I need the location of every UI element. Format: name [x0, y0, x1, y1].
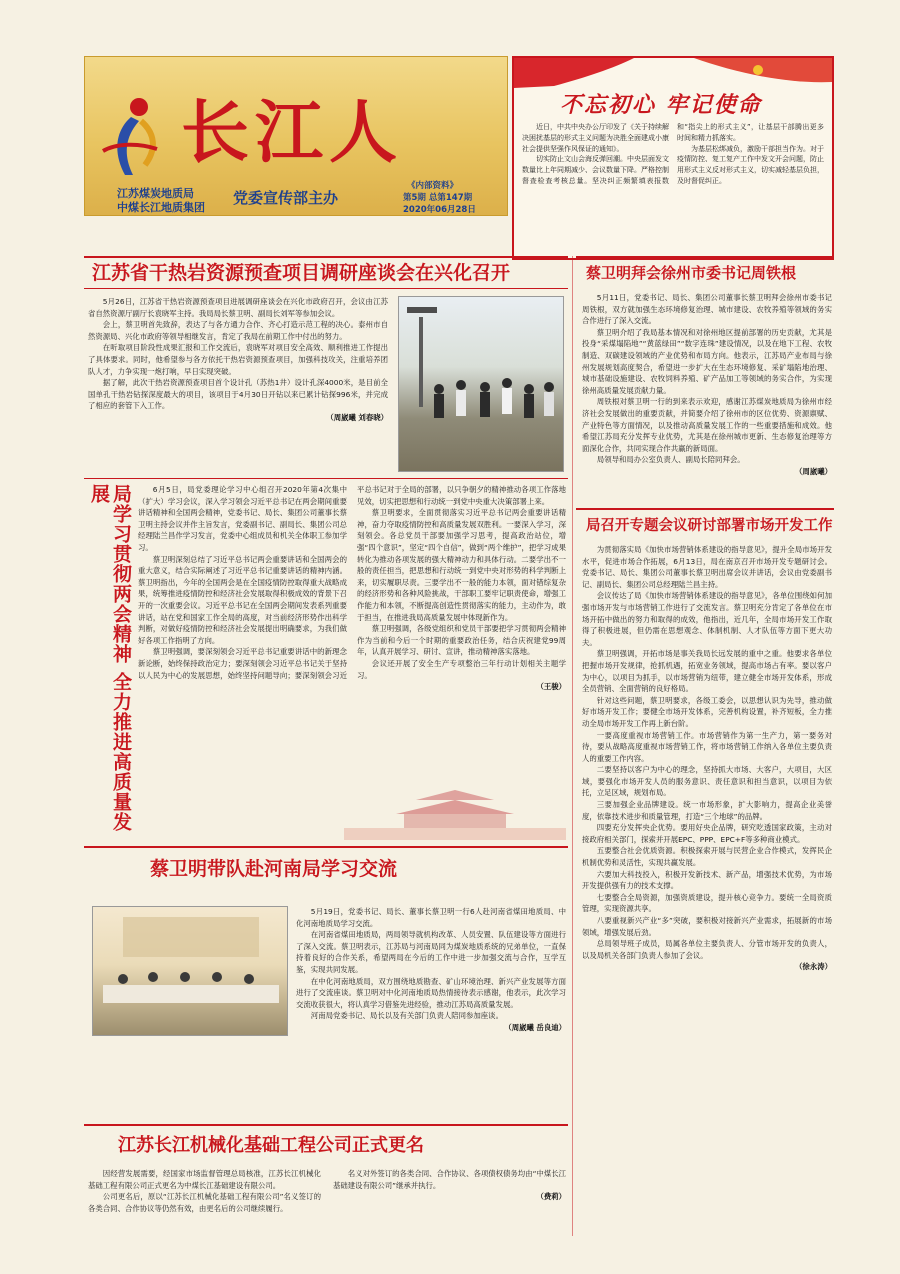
byline: （徐永涛） [795, 962, 832, 972]
rule [576, 508, 834, 510]
rule [84, 288, 568, 289]
sponsor: 党委宣传部主办 [233, 189, 339, 207]
banner-body [522, 122, 824, 256]
banner-paragraph: 切实防止文山会海反弹回潮。中央层面发文数量比上年同期减少、会议数量下降。严格控制督查检查考核总量。坚决纠正频繁填表报数和“指尖上的形式主义”，让基层干部腾出更多时间和精力抓落实。 [522, 123, 824, 185]
headline-a5: 蔡卫明带队赴河南局学习交流 [150, 858, 398, 880]
paragraph: 蔡卫明强调，开拓市场是事关我局长远发展的重中之重。他要求各单位把握市场开发规律，抢抓机遇，拓宽业务领域，提高市场占有率。要以客户为中心，以项目为抓手，以市场营销为纽带，建立健全市场开发体系，形成全员营销、全面营销的良好格局。 [582, 649, 832, 694]
paragraph: 6月5日，局党委理论学习中心组召开2020年第4次集中（扩大）学习会议，深入学习领会习近平总书记在两会期间重要讲话精神和全国两会精神，党委书记、局长、集团公司董事长蔡卫明主持会议并作主旨发言，党委副书记、副局长、集团公司总经理陆兰昌作学习发言，党委中心组成员和机关全体职工参加学习。 [138, 485, 347, 552]
masthead [84, 56, 508, 216]
paragraph: 五要整合社会优质资源。积极探索开展与民营企业合作模式，发挥民企机制优势和灵活性，实现共赢发展。 [582, 846, 832, 868]
paragraph: 蔡卫明要求，全面贯彻落实习近平总书记两会重要讲话精神，奋力夺取疫情防控和高质量发展双胜利。一要深入学习，深刻领会。各总党员干部要加强学习思考，提高政治站位，增强“四个意识”，坚定“四个自信”，做到“两个维护”，把学习成果转化为推动各项发展的强大精神动力和具体行动。二要学出不一般的责任担当，把思想和行动统一到党中央对形势的科学判断上来，切实履职尽责。三要学出不一般的能力本领，面对错综复杂的经济形势和各种风险挑战，干部职工要牢记职责使命，增强工作能力和本领，不断提高创造性贯彻落实的能力，主动作为，敢于担当，在推进我局高质量发展中体现新作为。 [357, 508, 566, 622]
issue-number: 第5期 总第147期 [403, 193, 473, 203]
paragraph: 河南局党委书记、局长以及有关部门负责人陪同参加座谈。 [310, 1011, 503, 1021]
article-body-a5 [296, 906, 566, 1118]
headline-a6: 江苏长江机械化基础工程公司正式更名 [118, 1135, 424, 1156]
photo-site-visit [398, 296, 564, 472]
paragraph: 蔡卫明强调，各级党组织和党员干部要把学习贯彻两会精神作为当前和今后一个时期的重要政治任务，结合庆祝建党99周年，认真开展学习、研讨、宣讲，推动精神落实落地。 [357, 624, 566, 657]
article-body-a6 [88, 1168, 566, 1228]
byline: （周崴曦） [795, 466, 832, 476]
rule [84, 1124, 568, 1126]
paragraph: 5月26日，江苏省干热岩资源预查项目进展调研座谈会在兴化市政府召开，会议由江苏省自然资源厅副厅长袁晓军主持。我局局长蔡卫明、副局长刘军等参加会议。 [88, 297, 388, 318]
issue-date: 2020年06月28日 [403, 205, 476, 215]
banner-flag-icon [514, 58, 832, 92]
org-line-1: 江苏煤炭地质局 [117, 187, 194, 200]
byline: （周崴曦 岳良迪） [504, 1022, 566, 1032]
paragraph: 七要整合全局资源，加强资质建设，提升核心竞争力。要统一全局资质管理，实现资源共享。 [582, 892, 832, 914]
headline-a1: 江苏省干热岩资源预查项目调研座谈会在兴化召开 [92, 262, 511, 284]
paragraph: 蔡卫明深刻总结了习近平总书记两会重要讲话和全国两会的重大意义，结合实际阐述了习近平总书记重要讲话的精神内涵。蔡卫明指出，今年的全国两会是在全国疫情防控取得重大战略成果，统筹推进疫情防控和经济社会发展取得积极成效的背景下召开的一次重要会议。习近平总书记在全国两会期间发表系列重要讲话，站在党和国家工作全局的高度，对当前经济形势作出科学判断，对做好疫情防控和经济社会发展提出明确要求，为我们做好各项工作指明了方向。 [138, 554, 347, 645]
article-body-a3 [582, 292, 832, 502]
internal-label: 《内部资料》 [407, 181, 459, 191]
paragraph: 会上，蔡卫明首先致辞，表达了与各方通力合作、齐心打造示范工程的决心。泰州市自然资源局、兴化市政府等领导相继发言，肯定了我局在前期工作中付出的努力。 [88, 320, 388, 341]
paragraph: 在河南省煤田地质局，两局领导就机构改革、人员安置、队伍建设等方面进行了深入交流。蔡卫明表示，江苏局与河南局同为煤炭地质系统的兄弟单位，一直保持着良好的合作关系，希望两局在今后的工作中进一步加强交流与合作，互学互鉴，实现共同发展。 [296, 930, 566, 974]
masthead-title: 长江人 [181, 93, 404, 173]
paragraph: 公司更名后，原以“江苏长江机械化基础工程有限公司”名义签订的各类合同、合作协议等仍然有效，由更名后的公司继续履行。 [88, 1192, 321, 1213]
paragraph: 八要重视新兴产业“多”突破，要积极对接新兴产业需求，拓展新的市场领域，增强发展后劲。 [582, 916, 832, 937]
paragraph: 局领导和局办公室负责人、副局长陪同拜会。 [596, 455, 745, 465]
paragraph: 蔡卫明强调，要深刻领会习近平总书记重要讲话中的新理念新论断，始终保持政治定力；要深刻领会习近平总书记关于坚持以人民为中心的发展思想，始终坚持问题导向；要深刻领会习近平总书记对于全局的部署，以只争朝夕的精神推动各项工作落地见效，切实把思想和行动统一到党中央重大决策部署上来。 [138, 485, 566, 680]
headline-a4: 局召开专题会议研讨部署市场开发工作 [586, 518, 833, 534]
paragraph: 周铁根对蔡卫明一行的到来表示欢迎，感谢江苏煤炭地质局为徐州市经济社会发展做出的重要贡献，并简要介绍了徐州市的区位优势、资源禀赋、产业特色等方面情况，以及推动高质量发展工作的一些重要措施和成效。他希望江苏局充分发挥专业优势，尤其是在徐州城市更新、生态修复治理等方面深化合作，共同实现合作共赢的新局面。 [582, 397, 832, 453]
vertical-title: 局学习贯彻两会精神 全力推进高质量发展 [88, 484, 132, 832]
slogan-banner [512, 56, 834, 260]
paragraph: 蔡卫明介绍了我局基本情况和对徐州地区提前部署的历史贡献，尤其是投身“采煤塌陷地”“黄蓝绿田”“数字连珠”建设情况，以及在地下工程、农牧制造、双碳建设领域的产业优势和布局方向。他表示，江苏局产业布局与徐州发展规划高度契合，希望进一步扩大在生态环境修复、采矿塌陷地治理、城市基础设施建设、农牧饲料养殖、矿产品加工等领域的务实合作，为实现徐州高质量发展贡献力量。 [582, 327, 832, 395]
paragraph: 5月19日，党委书记、局长、董事长蔡卫明一行6人赴河南省煤田地质局、中化河南地质局学习交流。 [296, 907, 566, 928]
paragraph: 会议传达了局《加快市场营销体系建设的指导意见》，各单位围绕如何加强市场开发与市场营销工作进行了交流发言。蔡卫明充分肯定了各单位在市场开拓中做出的努力和取得的成效，他指出，近几年，全局市场开发工作取得了积极进展，但仍需在思想观念、体制机制、人才队伍等方面下更大功夫。 [582, 591, 832, 647]
headline-a3: 蔡卫明拜会徐州市委书记周铁根 [586, 264, 797, 282]
paragraph: 总局领导班子成员，局属各单位主要负责人、分管市场开发的负责人，以及局机关各部门负责人参加了会议。 [582, 939, 832, 960]
paragraph: 针对这些问题，蔡卫明要求，各级工委会，以思想认识为先导，推动做好市场开发工作；要健全市场开发体系，完善机构设置，补齐短板，全力推动全局市场开发工作再上新台阶。 [582, 695, 832, 728]
org-line-2: 中煤长江地质集团 [117, 201, 205, 214]
paragraph: 名义对外签订的各类合同、合作协议、各项债权债务均由“中煤长江基础建设有限公司”继承并执行。 [333, 1169, 566, 1190]
article-body-a1 [88, 296, 388, 472]
paragraph: 四要充分发挥央企优势。要用好央企品牌，研究吃透国家政策，主动对接政府相关部门，探索并开展EPC、PPP、EPC+F等多种商业模式。 [582, 823, 832, 844]
paragraph: 在中化河南地质局，双方围绕地质勘查、矿山环境治理、新兴产业发展等方面进行了交流座谈。蔡卫明对中化河南地质局热情接待表示感谢，他表示，此次学习交流收获很大，将认真学习借鉴先进经验，推动江苏局高质量发展。 [296, 976, 566, 1009]
paragraph: 二要坚持以客户为中心的理念，坚持抓大市场、大客户，大项目，大区域，要强化市场开发人员的服务意识、责任意识和担当意识，以项目为依托，立足区域，规划布局。 [582, 765, 832, 798]
rule [84, 846, 568, 848]
paragraph: 三要加强企业品牌建设。统一市场形象，扩大影响力，提高企业美誉度，依靠技术进步和质量管理，打造“三个地球”的品牌。 [582, 800, 832, 821]
byline: （王骏） [536, 682, 566, 692]
byline: （费莉） [536, 1192, 566, 1202]
article-body-a4 [582, 544, 832, 1232]
rule [84, 478, 568, 479]
paragraph: 因经营发展需要，经国家市场监督管理总局核准，江苏长江机械化基础工程有限公司正式更名为中煤长江基础建设有限公司。 [88, 1169, 321, 1190]
byline: （周崴曦 刘春晓） [326, 412, 388, 422]
tiananmen-illustration-icon [344, 788, 566, 840]
slogan-text: 不忘初心 牢记使命 [560, 92, 762, 118]
paragraph: 据了解，此次干热岩资源预查项目首个设计孔（苏热1井）设计孔深4000米，是目前全国单孔干热岩钻探深度最大的项目，该项目于4月30日开钻以来已累计钻探996米，并完成了相应的套管下入工作。 [88, 378, 388, 411]
vertical-headline-a2 [88, 484, 132, 840]
paragraph: 在听取项目阶段性成果汇报和工作交流后，袁晓军对项目安全高效、顺利推进工作提出了具体要求。同时，他希望参与各方依托干热岩资源预查项目，加强科技攻关，注重培养团队人才，力争实现一炮打响，早日实现突破。 [88, 343, 388, 376]
photo-meeting [92, 906, 288, 1036]
paragraph: 为贯彻落实局《加快市场营销体系建设的指导意见》，提升全局市场开发水平，促进市场合作拓展，6月13日，局在南京召开市场开发专题研讨会。党委书记、局长、集团公司董事长蔡卫明出席会议并讲话，会议由党委副书记、副局长、集团公司总经理陆兰昌主持。 [582, 545, 832, 589]
banner-paragraph: 为基层松绑减负，激励干部担当作为。对于疫情防控、复工复产工作中发文开会问题，防止用形式主义反对形式主义，切实减轻基层负担，及时督促纠正。 [677, 144, 824, 185]
paragraph: 一要高度重视市场营销工作。市场营销作为第一生产力，第一要务对待，要从战略高度重视市场营销工作，将市场营销工作纳入各单位主要负责人的重要工作内容。 [582, 730, 832, 763]
paragraph: 会议还开展了安全生产专项整治三年行动计划相关主题学习。 [357, 658, 566, 680]
logo-mark-icon [95, 91, 165, 183]
paragraph: 5月11日，党委书记、局长、集团公司董事长蔡卫明拜会徐州市委书记周铁根，双方就加强生态环境修复治理、城市建设、农牧养殖等领域的务实合作进行了深入交流。 [582, 293, 832, 326]
paragraph: 六要加大科技投入，积极开发新技术、新产品，增强技术优势，为市场开发提供强有力的技术支撑。 [582, 869, 832, 891]
banner-paragraph: 近日，中共中央办公厅印发了《关于持续解决困扰基层的形式主义问题为决胜全面建成小康社会提供坚强作风保证的通知》。 [522, 123, 669, 153]
column-divider [572, 256, 573, 1236]
article-body-a2 [138, 484, 566, 840]
